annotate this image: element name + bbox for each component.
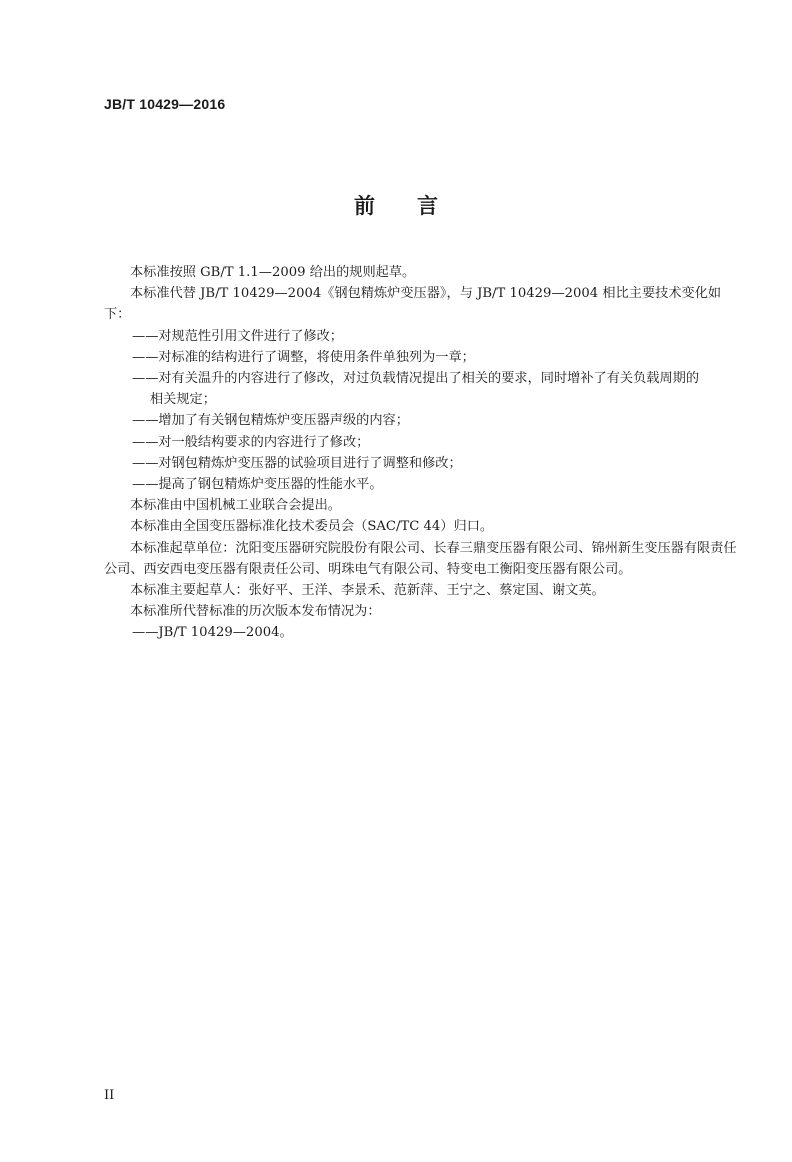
paragraph-drafting-rules: 本标准按照 GB/T 1.1—2009 给出的规则起草。 <box>130 265 416 280</box>
change-item-text: ——对有关温升的内容进行了修改，对过负载情况提出了相关的要求，同时增补了有关负载周期的 <box>132 371 700 387</box>
change-item: ——对钢包精炼炉变压器的试验项目进行了调整和修改； <box>132 455 462 471</box>
change-item: ——对标准的结构进行了调整，将使用条件单独列为一章； <box>132 349 475 365</box>
paragraph-drafters: 本标准主要起草人：张好平、王洋、李景禾、范新萍、王宁之、蔡定国、谢文英。 <box>130 583 605 599</box>
foreword-title: 前言 <box>354 194 480 218</box>
change-item <box>104 368 744 410</box>
paragraph-history: 本标准所代替标准的历次版本发布情况为： <box>130 604 381 620</box>
change-item: ——提高了钢包精炼炉变压器的性能水平。 <box>132 477 383 493</box>
document-code: JB/T 10429—2016 <box>104 96 226 112</box>
change-item-continuation: 相关规定； <box>150 392 216 408</box>
change-item: ——增加了有关钢包精炼炉变压器声级的内容； <box>132 413 409 429</box>
change-item: ——对一般结构要求的内容进行了修改； <box>132 434 370 450</box>
page-number: II <box>104 1088 115 1103</box>
history-item: ——JB/T 10429—2004。 <box>132 625 293 641</box>
change-item: ——对规范性引用文件进行了修改； <box>132 328 343 344</box>
paragraph-proposer: 本标准由中国机械工业联合会提出。 <box>130 498 341 514</box>
foreword-body <box>104 262 744 644</box>
paragraph-drafting-units: 本标准起草单位：沈阳变压器研究院股份有限公司、长春三鼎变压器有限公司、锦州新生变压器有限责任公司、西安西电变压器有限责任公司、明珠电气有限公司、特变电工衡阳变压器有限公司。 <box>104 540 737 577</box>
paragraph-committee: 本标准由全国变压器标准化技术委员会（SAC/TC 44）归口。 <box>130 519 494 535</box>
paragraph-replacement: 本标准代替 JB/T 10429—2004《钢包精炼炉变压器》，与 JB/T 10429—2004 相比主要技术变化如下： <box>104 286 722 323</box>
